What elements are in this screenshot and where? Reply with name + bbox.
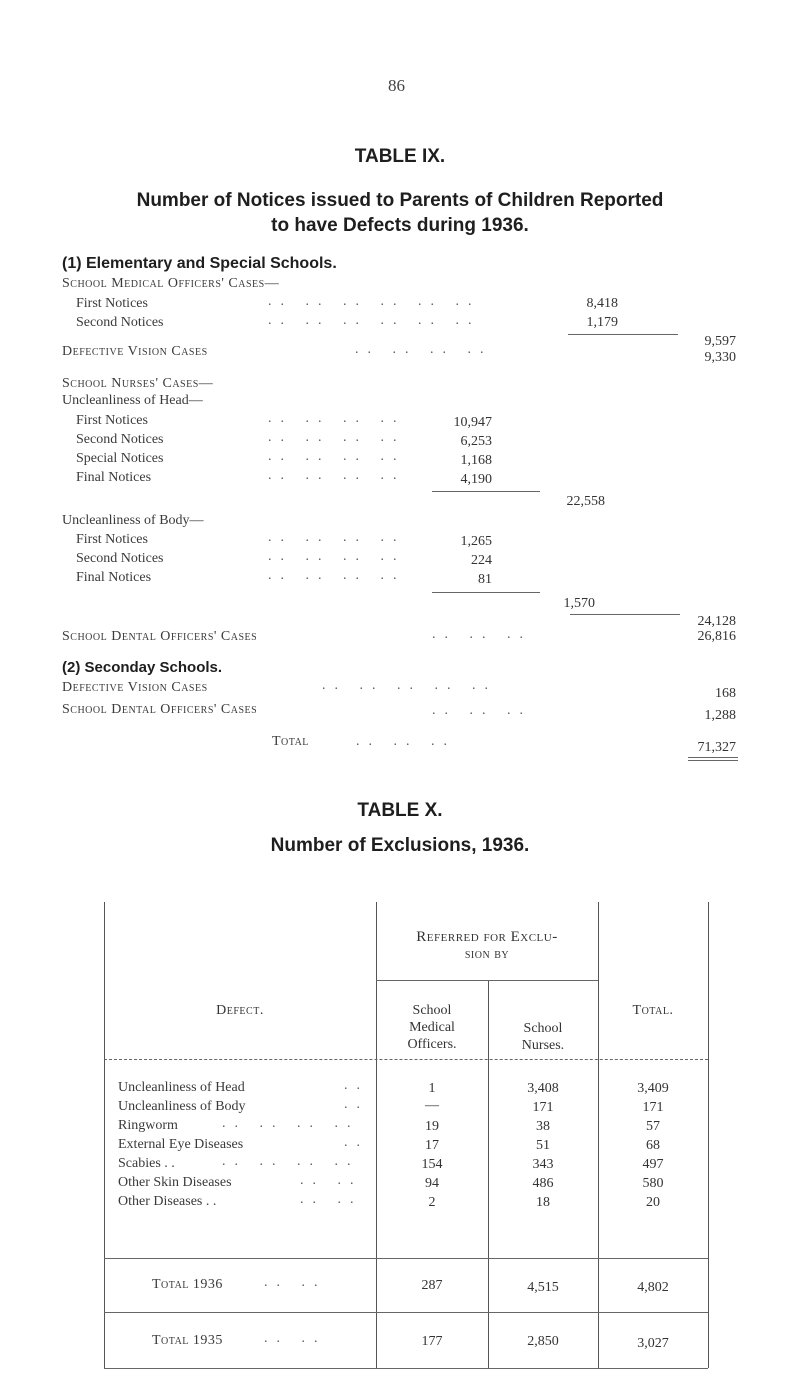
body-label: Uncleanliness of Body— xyxy=(62,513,204,528)
dental-label: School Dental Officers' Cases xyxy=(62,629,258,644)
row-total: 57 xyxy=(646,1119,660,1134)
row-smo: 17 xyxy=(425,1138,439,1153)
smo-second-value: 1,179 xyxy=(586,315,618,330)
body-first-value: 1,265 xyxy=(460,534,492,549)
head-first-value: 10,947 xyxy=(453,415,492,430)
row-defect: Uncleanliness of Head xyxy=(118,1080,245,1095)
row-smo: 2 xyxy=(428,1195,436,1210)
head-final-value: 4,190 xyxy=(460,472,492,487)
total-label: Total xyxy=(272,734,309,749)
row-defect: Uncleanliness of Body xyxy=(118,1099,246,1114)
leader-dots: .. xyxy=(344,1135,369,1150)
leader-dots: .. xyxy=(344,1078,369,1093)
smo-first-value: 8,418 xyxy=(586,296,618,311)
table9-heading-line2: to have Defects during 1936. xyxy=(271,215,529,236)
double-rule xyxy=(688,760,738,761)
vision-label: Defective Vision Cases xyxy=(62,344,208,359)
leader-dots: .. .. .. xyxy=(432,703,532,718)
total-1936-label: Total 1936 xyxy=(152,1277,223,1292)
leader-dots: .. .. .. .. .. .. xyxy=(268,294,481,309)
sum-rule xyxy=(570,614,680,615)
table-border xyxy=(104,902,105,1368)
sec-vision-value: 168 xyxy=(715,686,736,701)
sec-vision-label: Defective Vision Cases xyxy=(62,680,208,695)
sum-rule xyxy=(432,491,540,492)
head-second-value: 6,253 xyxy=(460,434,492,449)
leader-dots: .. .. .. .. xyxy=(268,568,406,583)
section1-heading: (1) Elementary and Special Schools. xyxy=(62,255,337,272)
head-total: 22,558 xyxy=(566,494,605,509)
dental-value: 26,816 xyxy=(697,629,736,644)
smo-second-label: Second Notices xyxy=(76,315,164,330)
row-defect: Other Skin Diseases xyxy=(118,1175,232,1190)
total-1935-smo: 177 xyxy=(421,1334,443,1349)
row-total: 497 xyxy=(642,1157,664,1172)
leader-dots: .. .. .. .. .. xyxy=(322,678,497,693)
total-1936-nurses: 4,515 xyxy=(527,1280,559,1295)
table10-heading: Number of Exclusions, 1936. xyxy=(270,835,530,856)
section2-heading: (2) Seconday Schools. xyxy=(62,659,223,676)
table-border xyxy=(598,902,599,1368)
row-total: 580 xyxy=(642,1176,664,1191)
table-border xyxy=(104,1312,708,1313)
body-final-value: 81 xyxy=(478,572,492,587)
sec-dental-label: School Dental Officers' Cases xyxy=(62,702,258,717)
leader-dots: .. .. .. .. xyxy=(268,449,406,464)
leader-dots: .. .. .. .. xyxy=(268,549,406,564)
table-border xyxy=(708,902,709,1368)
leader-dots: .. .. .. .. xyxy=(268,430,406,445)
table-border xyxy=(376,902,377,1368)
body-first-label: First Notices xyxy=(76,532,148,547)
total-value: 71,327 xyxy=(697,740,736,755)
head-special-label: Special Notices xyxy=(76,451,164,466)
total-1936-total: 4,802 xyxy=(637,1280,669,1295)
nurses-label: School Nurses' Cases— xyxy=(62,376,214,391)
row-smo: — xyxy=(425,1098,439,1113)
leader-dots: .. .. xyxy=(264,1275,327,1290)
body-second-label: Second Notices xyxy=(76,551,164,566)
body-final-label: Final Notices xyxy=(76,570,152,585)
table-border xyxy=(104,1059,708,1060)
leader-dots: .. .. .. .. xyxy=(355,342,493,357)
leader-dots: .. .. .. xyxy=(432,627,532,642)
col-header-nurses-1: School xyxy=(523,1021,563,1036)
total-1935-label: Total 1935 xyxy=(152,1333,223,1348)
row-defect: External Eye Diseases xyxy=(118,1137,244,1152)
sum-rule xyxy=(432,592,540,593)
leader-dots: .. .. .. xyxy=(356,734,456,749)
row-smo: 154 xyxy=(421,1157,443,1172)
row-defect: Other Diseases . . xyxy=(118,1194,217,1209)
col-header-smo-1: School xyxy=(412,1003,452,1018)
head-first-label: First Notices xyxy=(76,413,148,428)
col-header-nurses-2: Nurses. xyxy=(521,1038,565,1053)
leader-dots: .. .. xyxy=(300,1192,363,1207)
table-border xyxy=(104,1258,708,1259)
col-header-referred: Referred for Exclu- xyxy=(416,929,558,945)
leader-dots: .. .. .. .. xyxy=(268,411,406,426)
row-nurses: 51 xyxy=(536,1138,550,1153)
col-header-defect: Defect. xyxy=(216,1003,264,1018)
vision-value: 9,330 xyxy=(704,350,736,365)
body-second-value: 224 xyxy=(471,553,492,568)
smo-total: 9,597 xyxy=(704,334,736,349)
leader-dots: .. .. .. .. xyxy=(222,1116,360,1131)
col-header-referred-2: sion by xyxy=(464,947,510,962)
table-border xyxy=(104,1368,708,1369)
row-nurses: 486 xyxy=(532,1176,554,1191)
total-1935-nurses: 2,850 xyxy=(527,1334,559,1349)
head-label: Uncleanliness of Head— xyxy=(62,393,203,408)
row-defect: Scabies . . xyxy=(118,1156,175,1171)
row-total: 20 xyxy=(646,1195,660,1210)
smo-first-label: First Notices xyxy=(76,296,148,311)
total-1936-smo: 287 xyxy=(421,1278,443,1293)
nurses-total: 24,128 xyxy=(697,614,736,629)
body-total: 1,570 xyxy=(563,596,595,611)
leader-dots: .. .. .. .. xyxy=(268,468,406,483)
row-smo: 19 xyxy=(425,1119,439,1134)
total-1935-total: 3,027 xyxy=(637,1336,669,1351)
row-nurses: 171 xyxy=(532,1100,554,1115)
col-header-smo-3: Officers. xyxy=(407,1037,457,1052)
leader-dots: .. .. xyxy=(300,1173,363,1188)
row-smo: 1 xyxy=(428,1081,436,1096)
row-total: 171 xyxy=(642,1100,664,1115)
table-border xyxy=(376,980,598,981)
table9-heading-line1: Number of Notices issued to Parents of Children Reported xyxy=(136,190,664,211)
leader-dots: .. .. .. .. xyxy=(222,1154,360,1169)
double-rule xyxy=(688,757,738,758)
leader-dots: .. .. xyxy=(264,1331,327,1346)
head-final-label: Final Notices xyxy=(76,470,152,485)
row-nurses: 3,408 xyxy=(527,1081,559,1096)
leader-dots: .. .. .. .. xyxy=(268,530,406,545)
row-nurses: 343 xyxy=(532,1157,554,1172)
leader-dots: .. xyxy=(344,1097,369,1112)
row-nurses: 38 xyxy=(536,1119,550,1134)
smo-label: School Medical Officers' Cases— xyxy=(62,276,280,291)
col-header-total: Total. xyxy=(632,1003,674,1018)
row-smo: 94 xyxy=(425,1176,439,1191)
row-total: 3,409 xyxy=(637,1081,669,1096)
table9-title: TABLE IX. xyxy=(354,146,446,167)
row-defect: Ringworm xyxy=(118,1118,178,1133)
table10-title: TABLE X. xyxy=(357,800,443,821)
page-number: 86 xyxy=(388,76,405,95)
sum-rule xyxy=(568,334,678,335)
sec-dental-value: 1,288 xyxy=(704,708,736,723)
leader-dots: .. .. .. .. .. .. xyxy=(268,313,481,328)
row-nurses: 18 xyxy=(536,1195,550,1210)
head-special-value: 1,168 xyxy=(460,453,492,468)
col-header-smo-2: Medical xyxy=(409,1020,455,1035)
head-second-label: Second Notices xyxy=(76,432,164,447)
row-total: 68 xyxy=(646,1138,660,1153)
